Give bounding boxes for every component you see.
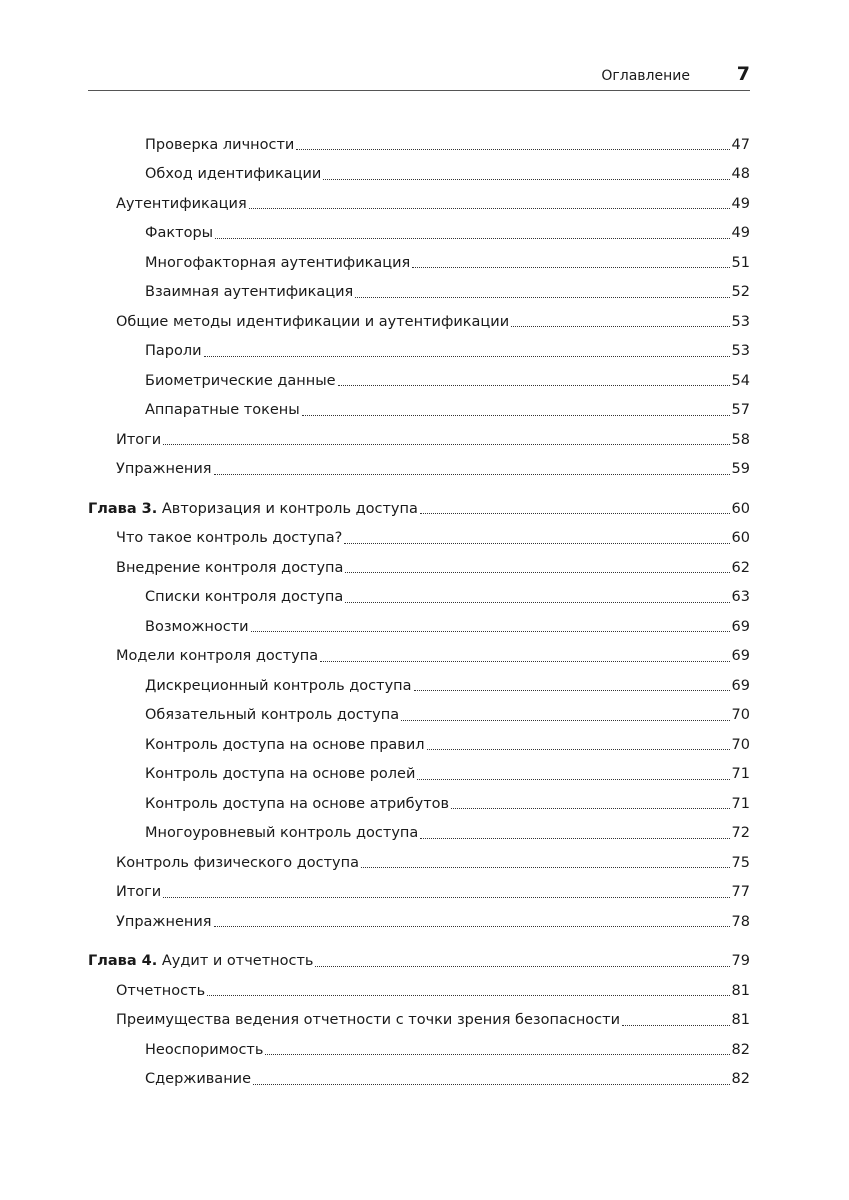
toc-section bbox=[88, 494, 750, 937]
toc-entry-page: 77 bbox=[731, 884, 750, 901]
toc-entry-page: 63 bbox=[731, 589, 750, 606]
toc-chapter-entry[interactable] bbox=[88, 947, 750, 977]
toc-entry[interactable] bbox=[88, 425, 750, 455]
dot-leader bbox=[265, 1054, 729, 1055]
table-of-contents bbox=[88, 130, 750, 1104]
dot-leader bbox=[420, 838, 729, 839]
toc-entry-page: 59 bbox=[731, 461, 750, 478]
dot-leader bbox=[163, 897, 729, 898]
toc-entry-title: Многоуровневый контроль доступа bbox=[145, 825, 419, 842]
dot-leader bbox=[214, 926, 730, 927]
toc-entry-title: Аудит и отчетность bbox=[161, 953, 314, 970]
toc-entry-label bbox=[145, 137, 294, 153]
toc-entry[interactable] bbox=[88, 848, 750, 878]
toc-entry-title: Отчетность bbox=[116, 982, 206, 999]
toc-entry-page: 75 bbox=[731, 854, 750, 871]
toc-entry-title: Списки контроля доступа bbox=[145, 589, 344, 606]
toc-entry[interactable] bbox=[88, 219, 750, 249]
toc-entry-page: 47 bbox=[731, 136, 750, 153]
dot-leader bbox=[427, 749, 730, 750]
toc-entry-label bbox=[145, 737, 425, 753]
toc-entry-label bbox=[116, 855, 359, 871]
toc-entry[interactable] bbox=[88, 396, 750, 426]
toc-entry[interactable] bbox=[88, 878, 750, 908]
toc-entry-title: Пароли bbox=[145, 343, 202, 360]
toc-entry-title: Контроль доступа на основе атрибутов bbox=[145, 795, 450, 812]
toc-entry[interactable] bbox=[88, 278, 750, 308]
toc-entry-label bbox=[116, 530, 342, 546]
toc-entry[interactable] bbox=[88, 976, 750, 1006]
toc-entry-label bbox=[116, 196, 247, 212]
toc-entry-page: 60 bbox=[731, 500, 750, 517]
dot-leader bbox=[412, 267, 729, 268]
dot-leader bbox=[323, 179, 729, 180]
dot-leader bbox=[417, 779, 729, 780]
toc-entry-page: 70 bbox=[731, 707, 750, 724]
dot-leader bbox=[204, 356, 730, 357]
dot-leader bbox=[414, 690, 730, 691]
dot-leader bbox=[420, 513, 730, 514]
toc-entry-title: Проверка личности bbox=[145, 136, 295, 153]
dot-leader bbox=[344, 543, 729, 544]
toc-entry[interactable] bbox=[88, 907, 750, 937]
toc-entry-label bbox=[145, 825, 418, 841]
toc-entry[interactable] bbox=[88, 130, 750, 160]
toc-entry-label bbox=[145, 619, 249, 635]
toc-entry-label bbox=[116, 461, 212, 477]
toc-entry-page: 57 bbox=[731, 402, 750, 419]
toc-entry-label bbox=[145, 589, 343, 605]
toc-entry-page: 79 bbox=[731, 953, 750, 970]
toc-entry-title: Авторизация и контроль доступа bbox=[161, 500, 418, 517]
dot-leader bbox=[214, 474, 730, 475]
toc-entry-page: 53 bbox=[731, 313, 750, 330]
toc-entry[interactable] bbox=[88, 553, 750, 583]
toc-entry-page: 60 bbox=[731, 530, 750, 547]
toc-entry-label bbox=[145, 678, 412, 694]
toc-entry[interactable] bbox=[88, 642, 750, 672]
dot-leader bbox=[251, 631, 730, 632]
dot-leader bbox=[355, 297, 729, 298]
toc-entry-title: Итоги bbox=[116, 431, 162, 448]
toc-entry-page: 52 bbox=[731, 284, 750, 301]
toc-entry-page: 69 bbox=[731, 677, 750, 694]
chapter-prefix: Глава 4. bbox=[88, 953, 158, 970]
toc-entry[interactable] bbox=[88, 337, 750, 367]
toc-entry-title: Контроль физического доступа bbox=[116, 854, 359, 871]
toc-section bbox=[88, 947, 750, 1095]
toc-entry-title: Общие методы идентификации и аутентификации bbox=[116, 313, 510, 330]
dot-leader bbox=[315, 966, 729, 967]
toc-entry-label bbox=[116, 1012, 620, 1028]
toc-entry-label bbox=[116, 884, 161, 900]
toc-entry-label bbox=[145, 284, 353, 300]
toc-entry-title: Упражнения bbox=[116, 461, 212, 478]
toc-entry-title: Взаимная аутентификация bbox=[145, 284, 354, 301]
toc-entry-label bbox=[116, 314, 509, 330]
dot-leader bbox=[451, 808, 729, 809]
toc-entry-page: 78 bbox=[731, 913, 750, 930]
toc-entry-page: 71 bbox=[731, 766, 750, 783]
toc-entry-label bbox=[145, 1071, 251, 1087]
dot-leader bbox=[345, 602, 729, 603]
running-header bbox=[88, 62, 750, 91]
toc-entry-title: Обязательный контроль доступа bbox=[145, 707, 400, 724]
dot-leader bbox=[296, 149, 729, 150]
toc-entry-page: 82 bbox=[731, 1071, 750, 1088]
toc-entry-label bbox=[116, 983, 205, 999]
toc-entry-title: Неоспоримость bbox=[145, 1041, 264, 1058]
dot-leader bbox=[215, 238, 729, 239]
toc-entry-page: 53 bbox=[731, 343, 750, 360]
toc-entry[interactable] bbox=[88, 189, 750, 219]
toc-entry-label bbox=[145, 343, 202, 359]
toc-entry-label bbox=[88, 501, 418, 517]
toc-entry-page: 49 bbox=[731, 225, 750, 242]
toc-entry-title: Факторы bbox=[145, 225, 214, 242]
toc-entry-title: Модели контроля доступа bbox=[116, 648, 319, 665]
toc-entry-label bbox=[145, 225, 213, 241]
toc-entry-page: 48 bbox=[731, 166, 750, 183]
toc-entry-page: 62 bbox=[731, 559, 750, 576]
toc-entry-label bbox=[145, 255, 410, 271]
dot-leader bbox=[361, 867, 730, 868]
toc-entry-label bbox=[116, 560, 343, 576]
toc-entry[interactable] bbox=[88, 455, 750, 485]
toc-entry-page: 54 bbox=[731, 372, 750, 389]
toc-entry[interactable] bbox=[88, 730, 750, 760]
toc-entry-label bbox=[116, 648, 318, 664]
dot-leader bbox=[345, 572, 729, 573]
dot-leader bbox=[511, 326, 729, 327]
toc-entry[interactable] bbox=[88, 760, 750, 790]
toc-entry-title: Что такое контроль доступа? bbox=[116, 530, 343, 547]
toc-entry-page: 81 bbox=[731, 1012, 750, 1029]
dot-leader bbox=[338, 385, 730, 386]
toc-entry-label bbox=[145, 166, 321, 182]
toc-entry-page: 81 bbox=[731, 982, 750, 999]
toc-entry-title: Внедрение контроля доступа bbox=[116, 559, 344, 576]
header-title: Оглавление bbox=[601, 68, 690, 84]
toc-entry[interactable] bbox=[88, 1006, 750, 1036]
toc-entry-title: Преимущества ведения отчетности с точки зрения безопасности bbox=[116, 1012, 621, 1029]
toc-entry-label bbox=[145, 796, 449, 812]
toc-entry-title: Биометрические данные bbox=[145, 372, 336, 389]
toc-entry-title: Обход идентификации bbox=[145, 166, 322, 183]
dot-leader bbox=[207, 995, 729, 996]
toc-entry-page: 51 bbox=[731, 254, 750, 271]
toc-entry[interactable] bbox=[88, 789, 750, 819]
toc-entry-label bbox=[145, 373, 336, 389]
dot-leader bbox=[253, 1084, 730, 1085]
toc-entry-label bbox=[145, 766, 415, 782]
toc-entry[interactable] bbox=[88, 366, 750, 396]
toc-entry-title: Аутентификация bbox=[116, 195, 247, 212]
toc-entry-page: 49 bbox=[731, 195, 750, 212]
toc-entry-label bbox=[145, 402, 300, 418]
dot-leader bbox=[249, 208, 730, 209]
toc-entry[interactable] bbox=[88, 160, 750, 190]
toc-entry-title: Сдерживание bbox=[145, 1071, 252, 1088]
toc-entry-title: Многофакторная аутентификация bbox=[145, 254, 411, 271]
toc-entry-title: Упражнения bbox=[116, 913, 212, 930]
toc-entry-label bbox=[116, 432, 161, 448]
toc-entry-title: Возможности bbox=[145, 618, 249, 635]
toc-entry-label bbox=[145, 1042, 263, 1058]
dot-leader bbox=[320, 661, 729, 662]
dot-leader bbox=[401, 720, 729, 721]
toc-entry-title: Контроль доступа на основе правил bbox=[145, 736, 425, 753]
toc-entry-title: Аппаратные токены bbox=[145, 402, 300, 419]
toc-entry-page: 70 bbox=[731, 736, 750, 753]
chapter-prefix: Глава 3. bbox=[88, 500, 158, 517]
toc-entry[interactable] bbox=[88, 583, 750, 613]
toc-entry[interactable] bbox=[88, 248, 750, 278]
toc-entry-page: 72 bbox=[731, 825, 750, 842]
toc-entry[interactable] bbox=[88, 1035, 750, 1065]
toc-entry-page: 69 bbox=[731, 618, 750, 635]
toc-entry[interactable] bbox=[88, 701, 750, 731]
dot-leader bbox=[302, 415, 730, 416]
toc-entry-label bbox=[145, 707, 399, 723]
toc-chapter-entry[interactable] bbox=[88, 494, 750, 524]
toc-entry[interactable] bbox=[88, 307, 750, 337]
toc-entry-label bbox=[116, 914, 212, 930]
toc-entry-title: Дискреционный контроль доступа bbox=[145, 677, 412, 694]
toc-entry-page: 58 bbox=[731, 431, 750, 448]
toc-entry[interactable] bbox=[88, 819, 750, 849]
page-number: 7 bbox=[736, 63, 750, 85]
toc-entry-title: Итоги bbox=[116, 884, 162, 901]
toc-entry-page: 82 bbox=[731, 1041, 750, 1058]
dot-leader bbox=[622, 1025, 730, 1026]
toc-section bbox=[88, 130, 750, 484]
toc-entry-title: Контроль доступа на основе ролей bbox=[145, 766, 416, 783]
toc-entry-label bbox=[88, 953, 313, 969]
dot-leader bbox=[163, 444, 729, 445]
toc-entry[interactable] bbox=[88, 671, 750, 701]
toc-entry[interactable] bbox=[88, 1065, 750, 1095]
toc-entry-page: 71 bbox=[731, 795, 750, 812]
toc-entry[interactable] bbox=[88, 524, 750, 554]
toc-entry-page: 69 bbox=[731, 648, 750, 665]
toc-entry[interactable] bbox=[88, 612, 750, 642]
